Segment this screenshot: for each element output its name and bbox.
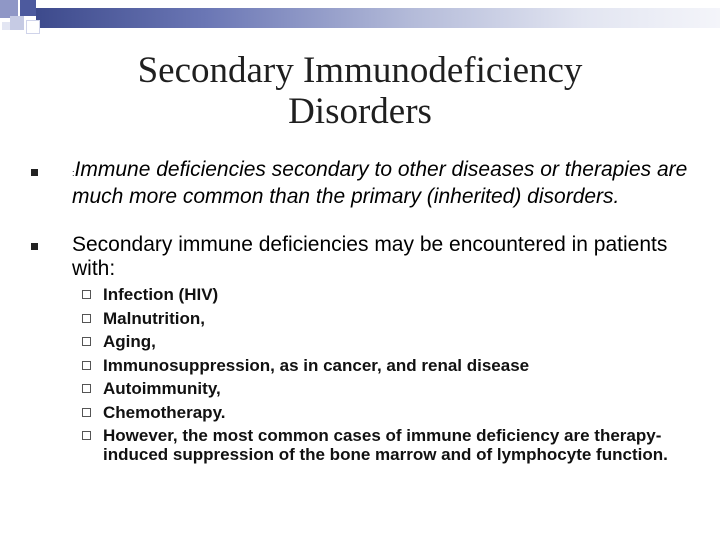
- title-line-2: Disorders: [288, 91, 432, 132]
- bullet-1: [72, 158, 692, 209]
- sub-bullet-3: Aging,: [103, 332, 156, 351]
- sub-bullet-6: Chemotherapy.: [103, 403, 226, 422]
- sub-bullet-7: However, the most common cases of immune deficiency are therapy-induced suppression of the bone marrow and of lymphocyte function.: [103, 426, 668, 464]
- slide-title: [60, 50, 660, 132]
- checkbox-bullet-icon: [82, 290, 91, 299]
- deco-square-5: [2, 22, 10, 30]
- bullet-1-text: Immune deficiencies secondary to other diseases or therapies are much more common than the primary (inherited) disorders.: [72, 158, 688, 208]
- checkbox-bullet-icon: [82, 361, 91, 370]
- bullet-square-icon: [31, 243, 38, 250]
- header-gradient-bar: [36, 8, 720, 28]
- bullet-1-prefix: :: [72, 168, 75, 178]
- sub-bullet-1: Infection (HIV): [103, 285, 219, 304]
- deco-square-3: [10, 16, 24, 30]
- deco-square-2: [20, 0, 36, 16]
- deco-square-4: [26, 20, 40, 34]
- checkbox-bullet-icon: [82, 408, 91, 417]
- checkbox-bullet-icon: [82, 384, 91, 393]
- bullet-2: Secondary immune deficiencies may be encountered in patients with:: [72, 233, 668, 280]
- sub-bullet-4: Immunosuppression, as in cancer, and renal disease: [103, 356, 530, 375]
- checkbox-bullet-icon: [82, 314, 91, 323]
- checkbox-bullet-icon: [82, 337, 91, 346]
- checkbox-bullet-icon: [82, 431, 91, 440]
- bullet-square-icon: [31, 169, 38, 176]
- title-line-1: Secondary Immunodeficiency: [137, 50, 583, 91]
- sub-bullet-2: Malnutrition,: [103, 309, 205, 328]
- sub-bullet-5: Autoimmunity,: [103, 379, 221, 398]
